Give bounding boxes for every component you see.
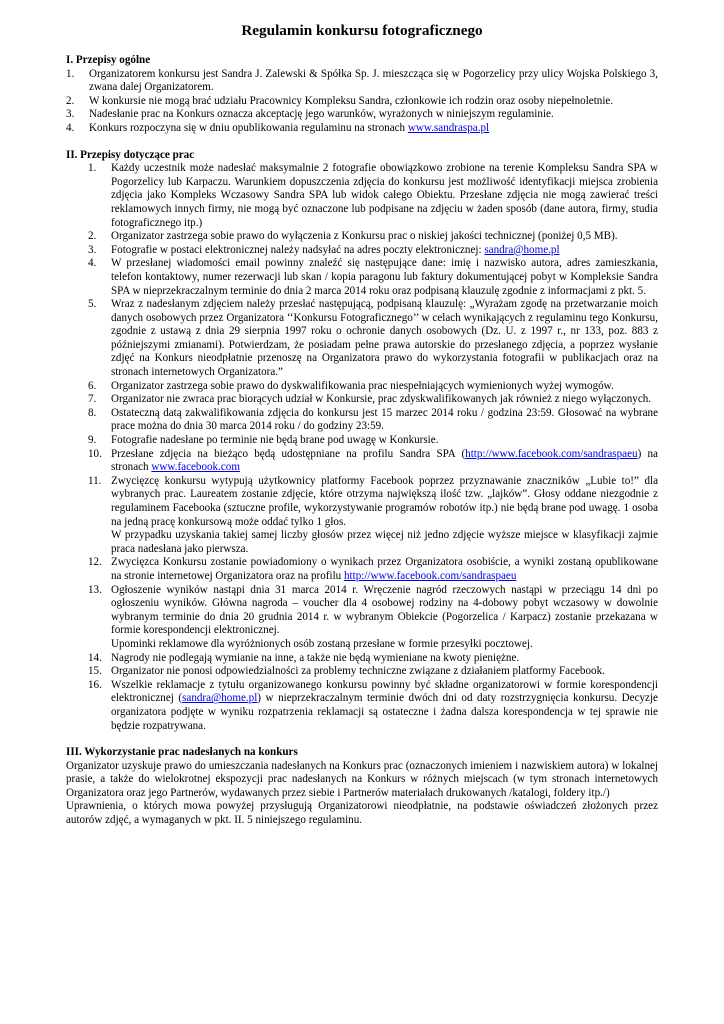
item-number: 1. [66, 67, 75, 80]
item-number: 10. [88, 447, 102, 460]
item-text: Fotografie nadesłane po terminie nie będą brane pod uwagę w Konkursie. [111, 434, 439, 447]
list-item [88, 448, 658, 475]
item-text: Zwycięzcę konkursu wytypują użytkownicy platformy Facebook poprzez przyznawanie znaczników „Lubie to!” dla wybranych prac. Laureatem zostanie zdjęcie, które otrzyma największą ilość tzw. „lajków”. Głosy oddane niezgodnie z regulaminem Facebooka (sztuczne profile, wykorzystywanie programów robotów itp.) nie będą brane pod uwagę. 1 osoba na jedną pracę konkursową może oddać tylko 1 głos. [111, 474, 658, 528]
item-number: 13. [88, 583, 102, 596]
item-text: Nadesłanie prac na Konkurs oznacza akceptację jego warunków, wyrażonych w niniejszym regulaminie. [89, 108, 554, 121]
item-number: 1. [88, 162, 97, 175]
item-number: 2. [88, 230, 97, 243]
section-usage-of-works [66, 746, 658, 828]
item-text: Organizator zastrzega sobie prawo do wyłączenia z Konkursu prac o niskiej jakości technicznej (poniżej 0,5 MB). [111, 230, 618, 243]
item-text: Wszelkie reklamacje z tytułu organizowanego konkursu powinny być składne organizatorowi w formie korespondencji elektronicznej ( [111, 678, 658, 705]
general-rules-list [66, 68, 658, 136]
item-text: Organizatorem konkursu jest Sandra J. Zalewski & Spółka Sp. J. mieszcząca się w Pogorzelicy przy ulicy Wojska Polskiego 3, zwana dalej Organizatorem. [89, 67, 658, 94]
section-heading: III. Wykorzystanie prac nadesłanych na konkurs [66, 746, 298, 759]
list-item [88, 434, 658, 448]
item-text: Fotografie w postaci elektronicznej należy nadsyłać na adres poczty elektronicznej: [111, 243, 485, 256]
item-number: 7. [88, 393, 97, 406]
item-number: 16. [88, 678, 102, 691]
item-number: 9. [88, 434, 97, 447]
item-number: 4. [66, 121, 75, 134]
list-item [88, 475, 658, 557]
item-text: ) na stronach [111, 447, 658, 474]
item-text: Przesłane zdjęcia na bieżąco będą udostępniane na profilu Sandra SPA ( [111, 447, 466, 460]
item-subparagraph: Upominki reklamowe dla wyróżnionych osób zostaną przesłane w formie przesyłki pocztowej. [111, 637, 533, 650]
item-text: W przesłanej wiadomości email powinny znaleźć się następujące dane: imię i nazwisko autora, adres zamieszkania, telefon kontaktowy, numer rezerwacji lub skan / kopia paragonu lub faktury dokumentującej pobyt w Kompleksie Sandra SPA w nieprzekraczalnym terminie do dnia 2 marca 2014 roku oraz podpisaną klauzulę zgodnie z informacjami z pkt. 5. [111, 257, 658, 297]
item-subparagraph: W przypadku uzyskania takiej samej liczby głosów przez więcej niż jedno zdjęcie wyższe miejsce w klasyfikacji zajmie praca nadesłana jako pierwsza. [111, 529, 658, 555]
item-number: 2. [66, 94, 75, 107]
list-item [88, 393, 658, 407]
item-number: 11. [88, 474, 102, 487]
list-item [88, 652, 658, 666]
item-number: 6. [88, 379, 97, 392]
list-item [88, 230, 658, 244]
item-number: 3. [88, 243, 97, 256]
item-text: Organizator nie ponosi odpowiedzialności za problemy techniczne związane z działaniem platformy Facebook. [111, 665, 605, 678]
list-item [88, 679, 658, 733]
item-text: W konkursie nie mogą brać udziału Pracownicy Kompleksu Sandra, członkowie ich rodzin oraz osoby niepełnoletnie. [89, 94, 614, 107]
section-heading: II. Przepisy dotyczące prac [66, 148, 195, 161]
photo-rules-list [66, 162, 658, 733]
item-number: 14. [88, 651, 102, 664]
list-item [88, 162, 658, 230]
list-item [66, 95, 658, 109]
item-text: Konkurs rozpoczyna się w dniu opublikowania regulaminu na stronach [89, 121, 408, 134]
list-item [88, 298, 658, 380]
section-heading: I. Przepisy ogólne [66, 54, 151, 66]
section-general-rules [66, 54, 658, 136]
list-item [66, 122, 658, 136]
list-item [88, 556, 658, 583]
item-number: 12. [88, 556, 102, 569]
item-text: Wraz z nadesłanym zdjęciem należy przesłać następującą, podpisaną klauzulę: „Wyrażam zgodę na przetwarzanie moich danych osobowych przez Organizatora ‘‘Konkursu Fotograficznego’’ w celach wynikających z regulaminu tego Konkursu, zgodnie z ustawą z dnia 29 sierpnia 1997 roku o ochronie danych osobowych (Dz. U. z 1997 r., nr 133, poz. 883 z późniejszymi zmianami). Potwierdzam, że posiadam pełne prawa autorskie do przesłanego zdjęcia, a poprzez wysłanie zdjęć na Konkurs nieodpłatnie przenoszę na Organizatora prawo do wykorzystania fotografii w publikacjach oraz na stronach internetowych Organizatora.” [111, 298, 658, 379]
website-link[interactable]: www.sandraspa.pl [407, 121, 490, 134]
email-link[interactable]: sandra@home.pl [182, 692, 258, 705]
paragraph: Organizator uzyskuje prawo do umieszczania nadesłanych na Konkurs prac (oznaczonych imieniem i nazwiskiem autora) w lokalnej prasie, a także do wielokrotnej ekspozycji prac nadesłanych na Konkurs w różnych miejscach (w tym stronach internetowych Organizatora oraz jego Partnerów, wydawanych przez siebie i Partnerów materiałach drukowanych /katalogi, foldery itp./) [66, 759, 658, 799]
item-text: Organizator nie zwraca prac biorących udział w Konkursie, prac zdyskwalifikowanych jak również z niego wyłączonych. [111, 393, 652, 406]
document-title: Regulamin konkursu fotograficznego [241, 22, 483, 39]
item-text: Ostateczną datą zakwalifikowania zdjęcia do konkursu jest 15 marzec 2014 roku / godzina 23:59. Głosować na wybrane prace można do dnia 30 marca 2014 roku / do godziny 23:59. [111, 406, 658, 433]
regulations-document [66, 22, 658, 828]
item-text: Nagrody nie podlegają wymianie na inne, a także nie będą wymieniane na kwoty pieniężne. [111, 651, 520, 664]
paragraph: Uprawnienia, o których mowa powyżej przysługują Organizatorowi nieodpłatnie, na podstawie oświadczeń złożonych przez autorów zdjęć, a wymaganych w pkt. II. 5 niniejszego regulaminu. [66, 800, 658, 827]
list-item [88, 380, 658, 394]
item-number: 3. [66, 108, 75, 121]
list-item [88, 407, 658, 434]
list-item [88, 584, 658, 652]
item-text: Organizator zastrzega sobie prawo do dyskwalifikowania prac niespełniających wymienionych wyżej wymogów. [111, 379, 614, 392]
item-text: Każdy uczestnik może nadesłać maksymalnie 2 fotografie obowiązkowo zrobione na terenie Kompleksu Sandra SPA w Pogorzelicy lub Karpaczu. Warunkiem dopuszczenia zdjęcia do konkursu jest możliwość identyfikacji miejsca zrobienia zdjęcia jako Kompleks Wczasowy Sandra SPA lub widok całego Obiektu. Przesłane zdjęcia nie mogą zawierać treści reklamowych innych firmy, nie mogą być oznaczone lub podpisane na zdjęciu w żaden sposób (dane autora, firmy, studia fotograficznego itp.) [111, 162, 658, 229]
item-text: ) w nieprzekraczalnym terminie dwóch dni od daty rozstrzygnięcia konkursu. Decyzje organizatora podjęte w wyniku rozpatrzenia reklamacji są ostateczne i żadna dalsza korespondencja w tej sprawie nie będzie rozpatrywana. [111, 692, 658, 732]
list-item [88, 665, 658, 679]
email-link[interactable]: sandra@home.pl [484, 243, 560, 256]
list-item [88, 257, 658, 298]
list-item [66, 108, 658, 122]
item-number: 15. [88, 665, 102, 678]
item-number: 8. [88, 406, 97, 419]
list-item [88, 244, 658, 258]
item-number: 4. [88, 257, 97, 270]
facebook-profile-link[interactable]: http://www.facebook.com/sandraspaeu [343, 569, 517, 582]
facebook-profile-link[interactable]: http://www.facebook.com/sandraspaeu [465, 447, 638, 460]
section-photo-rules [66, 149, 658, 734]
item-text: Ogłoszenie wyników nastąpi dnia 31 marca 2014 r. Wręczenie nagród rzeczowych nastąpi w przeciągu 14 dni po ogłoszeniu wyników. Główna nagroda – voucher dla 4 osobowej rodziny na 4-dobowy pobyt wczasowy w dowolnie wybranym terminie do dnia 20 grudnia 2014 r. w wybranym Obiekcie (Pogorzelica / Karpacz) zostanie przekazana w formie korespondencji elektronicznej. [111, 583, 658, 637]
facebook-link[interactable]: www.facebook.com [151, 461, 240, 474]
item-text: Zwycięzca Konkursu zostanie powiadomiony o wynikach przez Organizatora osobiście, a wyniki zostaną opublikowane na stronie internetowej Organizatora oraz na profilu [111, 556, 658, 582]
item-number: 5. [88, 298, 97, 311]
list-item [66, 68, 658, 95]
